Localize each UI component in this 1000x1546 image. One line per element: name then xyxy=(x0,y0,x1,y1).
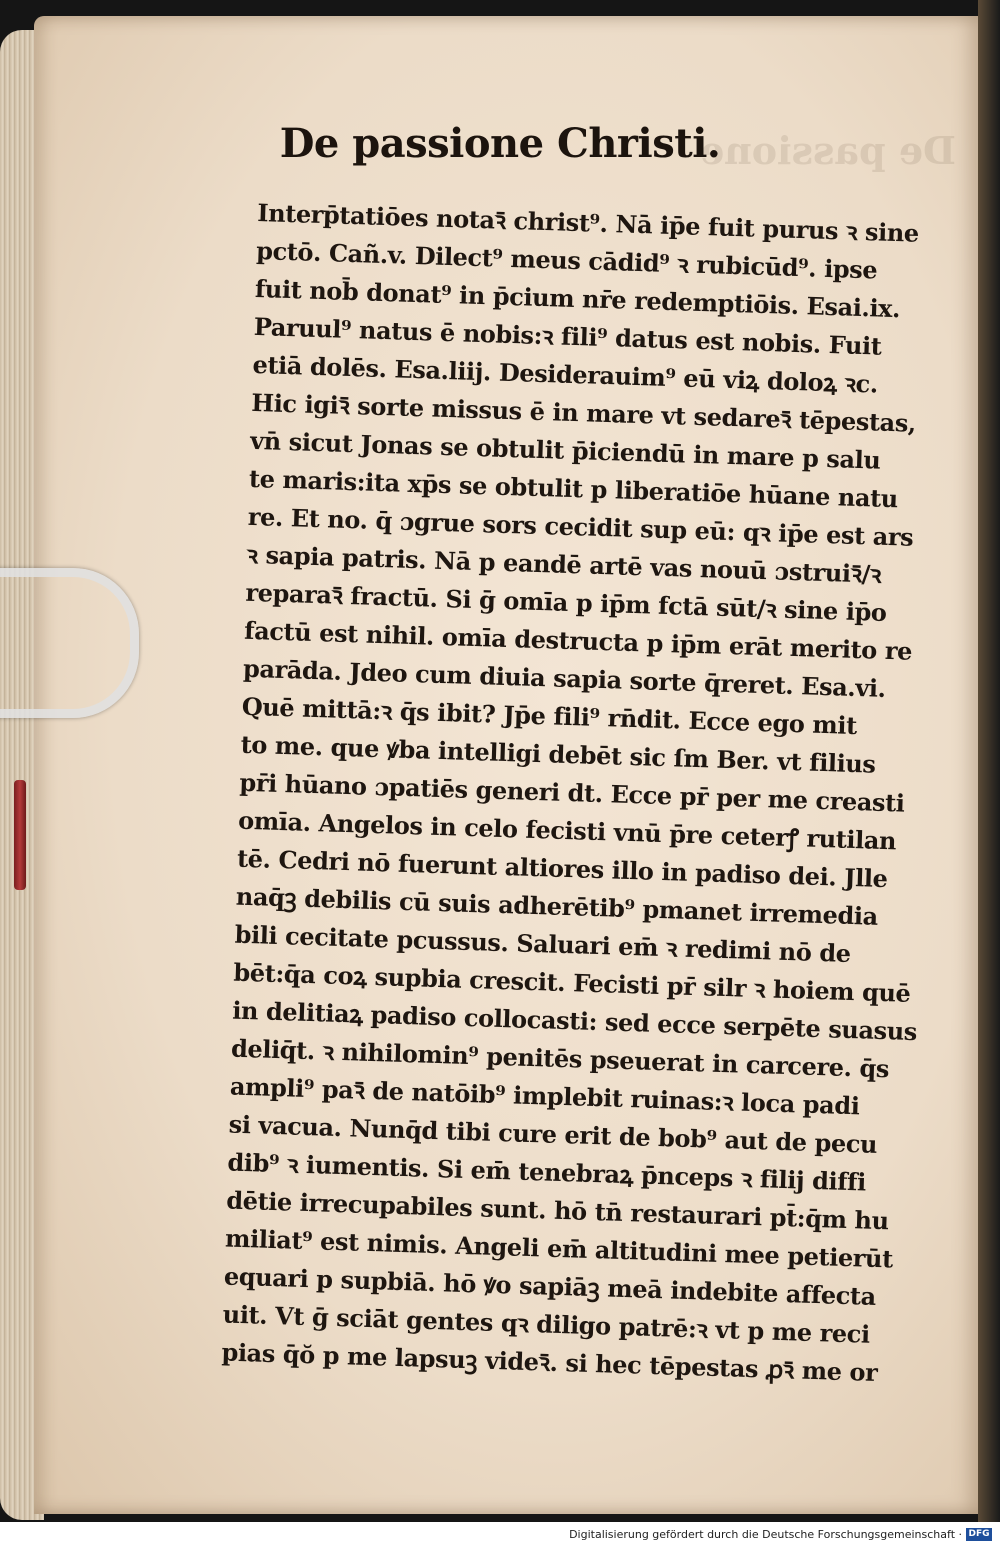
text-line: etiā dolēs. Esa.liij. Desiderauim⁹ eū viꝝ doloꝝ ꝛc. xyxy=(252,349,879,399)
text-line: Interp̄tatiōes notaꝛ̄ christ⁹. Nā ip̄e fuit purus ꝛ sine xyxy=(256,197,920,248)
text-line: vn̄ sicut Jonas se obtulit p̄iciendū in mare p salu xyxy=(249,425,881,475)
text-line: re. Et no. q̄ ɔgrue sors cecidit sup eū: qꝛ ip̄e est ars xyxy=(247,501,914,552)
text-line: omīa. Angelos in celo fecisti vnū p̄re ceterꝭ rutilan xyxy=(237,805,897,856)
text-line: equari p supbiā. hō ꝟo sapiāꝫ meā indebite affecta xyxy=(223,1261,877,1311)
text-line: dib⁹ ꝛ iumentis. Si em̄ tenebraꝝ p̄nceps ꝛ filij diffi xyxy=(227,1147,867,1197)
text-line: bili cecitate pcussus. Saluari em̄ ꝛ redimi nō de xyxy=(234,919,852,968)
text-line: Paruul⁹ natus ē nobis:ꝛ fili⁹ datus est nobis. Fuit xyxy=(253,311,882,361)
text-line: in delitiaꝝ padiso collocasti: sed ecce serpēte suasus xyxy=(231,995,918,1047)
text-line: pr̄i hūano ɔpatiēs generi dt. Ecce pr̄ per me creasti xyxy=(239,767,905,818)
text-line: dētie irrecupabiles sunt. hō tn̄ restaurari pt̄:q̄m hu xyxy=(225,1185,890,1236)
page-clip xyxy=(0,568,139,718)
footer-credit: Digitalisierung gefördert durch die Deutsche Forschungsgemeinschaft · xyxy=(569,1528,962,1541)
text-line: deliq̄t. ꝛ nihilomin⁹ penitēs pseuerat in carcere. q̄s xyxy=(230,1033,890,1084)
text-line: ampli⁹ paꝛ̄ de natōib⁹ implebit ruinas:ꝛ loca padi xyxy=(229,1071,860,1121)
text-line: pias q̄ŏ p me lapsuꝫ videꝛ̄. si hec tēpestas ꝓꝛ̄ me or xyxy=(221,1337,878,1388)
text-line: te maris:ita xp̄s se obtulit p liberatiōe hūane natu xyxy=(248,463,899,514)
gutter-shadow xyxy=(978,0,1000,1522)
text-line: fuit nob̄ donat⁹ in p̄cium nr̄e redemptiōis. Esai.ix. xyxy=(254,273,901,324)
dfg-logo: DFG xyxy=(966,1528,992,1541)
text-line: naq̄ꝫ debilis cū suis adherētib⁹ pmanet irremedia xyxy=(235,881,879,931)
text-line: factū est nihil. omīa destructa p ip̄m erāt merito re xyxy=(243,615,913,666)
text-line: parāda. Jdeo cum diuia sapia sorte q̄reret. Esa.vi. xyxy=(242,653,887,703)
text-line: bēt:q̄a coꝝ supbia crescit. Fecisti pr̄ silr ꝛ hoiem quē xyxy=(233,957,911,1008)
text-line: Quē mittā:ꝛ q̄s ibit? Jp̄e fili⁹ rn̄dit. Ecce ego mit xyxy=(241,691,858,741)
ribbon-bookmark xyxy=(14,780,26,890)
text-line: Hic igiꝛ̄ sorte missus ē in mare vt sedareꝛ̄ tēpestas, xyxy=(250,387,917,438)
text-line: to me. que ꝟba intelligi debēt sic ſm Ber. vt filius xyxy=(240,729,876,779)
bleed-through-heading: De passione xyxy=(700,128,956,173)
text-line: reparaꝛ̄ fractū. Si ḡ omīa p ip̄m fctā sūt/ꝛ sine ip̄o xyxy=(245,577,888,627)
body-text xyxy=(221,194,970,1394)
text-line: si vacua. Nunq̄d tibi cure erit de bob⁹ aut de pecu xyxy=(228,1109,878,1159)
text-line: uit. Vt ḡ sciāt gentes qꝛ diligo patrē:ꝛ vt p me reci xyxy=(222,1299,871,1349)
text-line: ꝛ sapia patris. Nā p eandē artē vas nouū ɔstruiꝛ̄/ꝛ xyxy=(246,539,882,589)
text-line: pctō. Cañ.v. Dilect⁹ meus cādid⁹ ꝛ rubicūd⁹. ipse xyxy=(255,235,878,285)
text-line: miliat⁹ est nimis. Angeli em̄ altitudini mee petierūt xyxy=(224,1223,894,1274)
text-line: tē. Cedri nō fuerunt altiores illo in padiso dei. Jlle xyxy=(236,843,888,894)
running-head: De passione Christi. xyxy=(279,120,721,167)
